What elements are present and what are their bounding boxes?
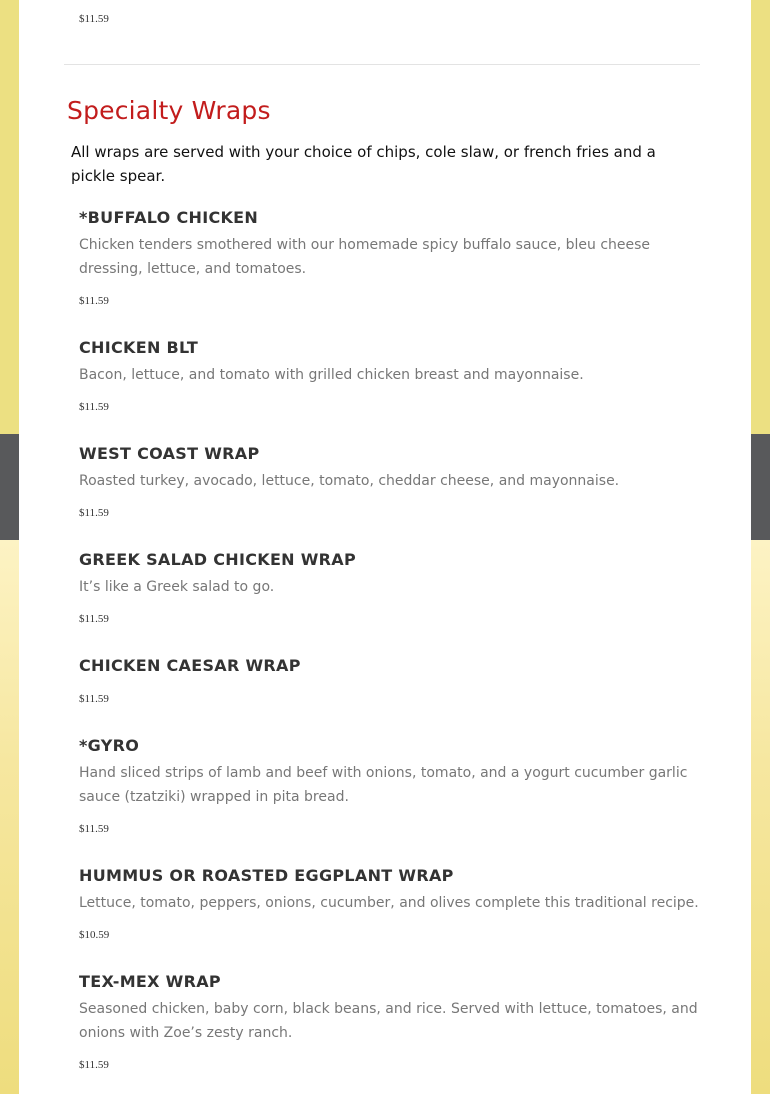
menu-item-price: $11.59 — [79, 507, 109, 519]
menu-item — [79, 866, 704, 941]
menu-item-name: GREEK SALAD CHICKEN WRAP — [79, 550, 357, 569]
section-title: Specialty Wraps — [67, 96, 271, 125]
menu-item — [79, 208, 704, 307]
previous-item-price: $11.59 — [79, 13, 109, 25]
menu-item-description: Seasoned chicken, baby corn, black beans, and rice. Served with lettuce, tomatoes, and onions with Zoe’s zesty ranch. — [79, 1001, 698, 1041]
menu-item — [79, 736, 704, 835]
menu-item-name: *GYRO — [79, 736, 140, 755]
menu-item — [79, 972, 704, 1071]
menu-item-price: $11.59 — [79, 1059, 109, 1071]
menu-item-name: HUMMUS OR ROASTED EGGPLANT WRAP — [79, 866, 454, 885]
menu-item-price: $11.59 — [79, 295, 109, 307]
menu-item — [79, 550, 704, 625]
menu-item-description: It’s like a Greek salad to go. — [79, 579, 275, 595]
menu-item-name: TEX-MEX WRAP — [79, 972, 221, 991]
section-divider — [64, 64, 700, 65]
menu-item-price: $11.59 — [79, 613, 109, 625]
menu-item — [79, 444, 704, 519]
menu-item-description: Hand sliced strips of lamb and beef with onions, tomato, and a yogurt cucumber garlic sauce (tzatziki) wrapped in pita bread. — [79, 765, 688, 805]
menu-item-name: *BUFFALO CHICKEN — [79, 208, 259, 227]
menu-item-description: Chicken tenders smothered with our homemade spicy buffalo sauce, bleu cheese dressing, lettuce, and tomatoes. — [79, 237, 651, 277]
menu-item-price: $11.59 — [79, 401, 109, 413]
section-intro: All wraps are served with your choice of chips, cole slaw, or french fries and a pickle spear. — [71, 143, 656, 185]
menu-item-price: $10.59 — [79, 929, 110, 941]
menu-item-description: Roasted turkey, avocado, lettuce, tomato, cheddar cheese, and mayonnaise. — [79, 473, 620, 489]
menu-item — [79, 656, 704, 705]
menu-item-price: $11.59 — [79, 823, 109, 835]
menu-item-name: CHICKEN CAESAR WRAP — [79, 656, 301, 675]
menu-item-price: $11.59 — [79, 693, 109, 705]
menu-item-name: WEST COAST WRAP — [79, 444, 260, 463]
menu-item — [79, 338, 704, 413]
menu-item-description: Bacon, lettuce, and tomato with grilled chicken breast and mayonnaise. — [79, 367, 584, 383]
menu-item-name: CHICKEN BLT — [79, 338, 199, 357]
menu-item-description: Lettuce, tomato, peppers, onions, cucumber, and olives complete this traditional recipe. — [79, 895, 699, 911]
